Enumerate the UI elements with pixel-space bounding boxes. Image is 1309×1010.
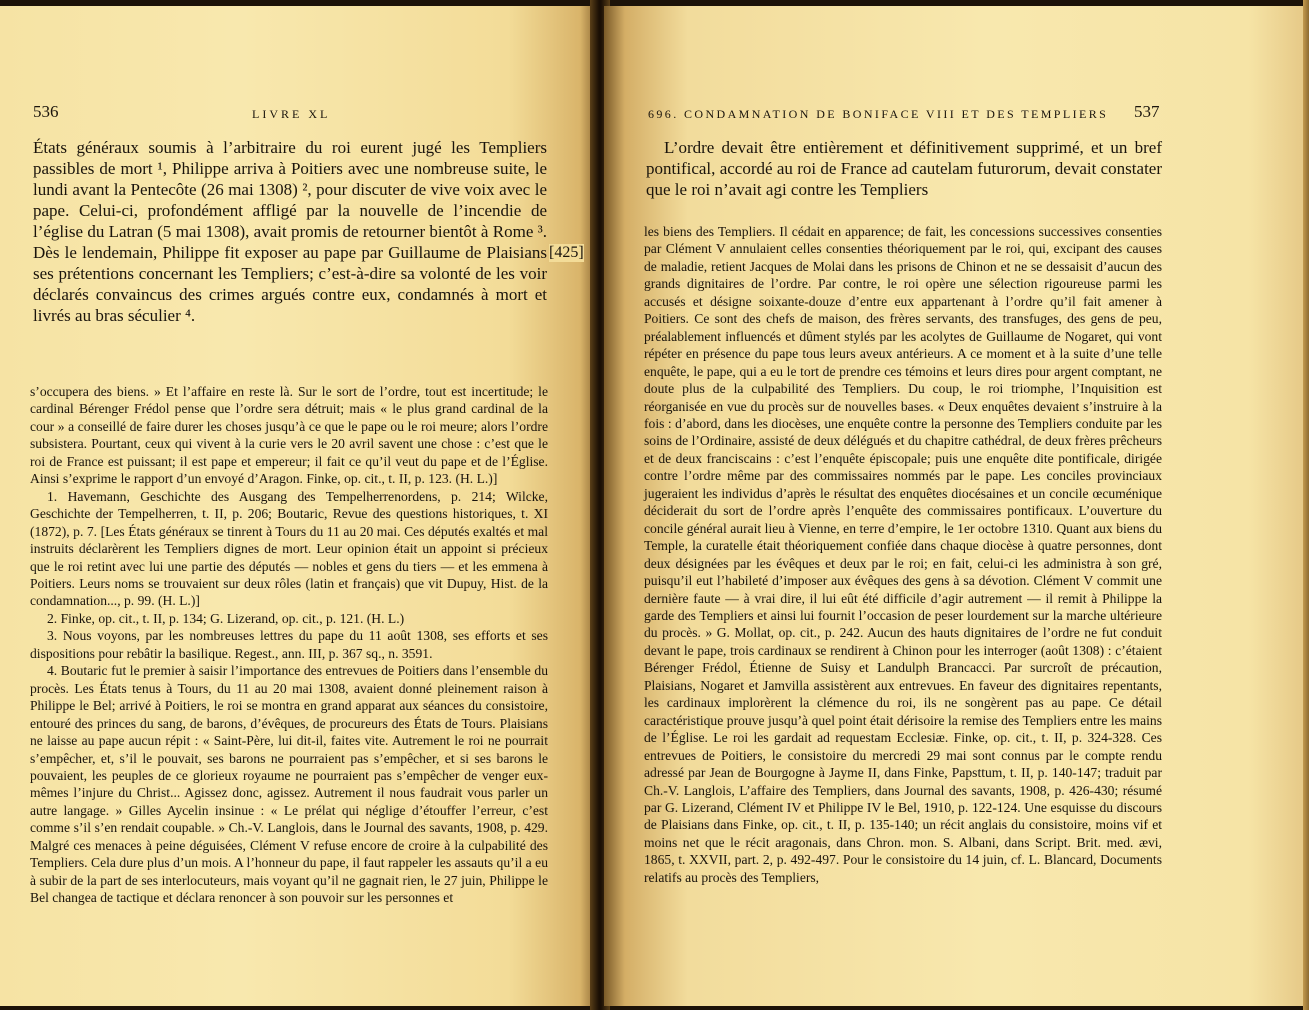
page-edge <box>1303 0 1309 1010</box>
footnote: s’occupera des biens. » Et l’affaire en reste là. Sur le sort de l’ordre, tout est incertitude; le cardinal Bérenger Frédol pense que l’ordre sera détruit; mais « le plus grand cardinal de la cour » a conseillé de faire durer les choses jusqu’à ce que le pape ou le roi meure; alors l’ordre subsistera. Pourtant, ceux qui vivent à la curie vers le 20 avril savent une chose : c’est que le roi de France est puissant; il est pape et empereur; il fait ce qu’il veut du pape et de l’Église. Ainsi s’exprime le rapport d’un envoyé d’Aragon. Finke, op. cit., t. II, p. 123. (H. L.)] <box>30 384 548 487</box>
right-page <box>604 6 1304 1006</box>
main-text <box>646 137 1162 200</box>
running-title: 696. CONDAMNATION DE BONIFACE VIII ET DES TEMPLIERS <box>648 107 1109 121</box>
main-text <box>33 137 547 326</box>
marginal-page-marker: [425] <box>549 244 584 261</box>
footnotes <box>644 223 1162 886</box>
page-number: 537 <box>1134 102 1160 121</box>
main-paragraph: États généraux soumis à l’arbitraire du roi eurent jugé les Templiers passibles de mort ¹, Philippe arriva à Poitiers avec une nombreuse suite, le lundi avant la Pentecôte (26 mai 1308) ², pour discuter de vive voix avec le pape. Celui-ci, profondément affligé par la nouvelle de l’incendie de l’église du Latran (5 mai 1308), avait promis de retourner bientôt à Rome ³. Dès le lendemain, Philippe fit exposer au pape par Guillaume de Plaisians ses prétentions concernant les Templiers; c’est-à-dire sa volonté de les voir déclarés convaincus des crimes argués contre eux, condamnés à mort et livrés au bras séculier ⁴. <box>33 138 547 325</box>
page-number: 536 <box>33 102 59 121</box>
running-title: LIVRE XL <box>252 107 331 121</box>
main-paragraph: L’ordre devait être entièrement et définitivement supprimé, et un bref pontifical, accordé au roi de France ad cautelam futurorum, devait constater que le roi n’avait agi contre les Templiers <box>646 138 1162 199</box>
footnote: 4. Boutaric fut le premier à saisir l’importance des entrevues de Poitiers dans l’ensemble du procès. Les États tenus à Tours, du 11 au 20 mai 1308, avaient donné pleinement raison à Philippe le Bel; arrivé à Poitiers, le roi se montra en grand apparat aux séances du consistoire, entouré des princes du sang, de barons, d’évêques, de procureurs des États de Tours. Plaisians ne laisse au pape aucun répit : « Saint-Père, lui dit-il, faites vite. Autrement le roi ne pourrait s’empêcher, et, s’il le pouvait, ses barons ne pourraient pas s’empêcher, et si ses barons le pouvaient, les peuples de ce glorieux royaume ne pourraient pas s’empêcher de venger eux-mêmes l’injure du Christ... Agissez donc, agissez. Autrement il nous faudrait vous parler un autre langage. » Gilles Aycelin insinue : « Le prélat qui néglige d’étouffer l’erreur, c’est comme s’il s’en rendait coupable. » Ch.-V. Langlois, dans le Journal des savants, 1908, p. 429. Malgré ces menaces à peine déguisées, Clément V refuse encore de croire à la culpabilité des Templiers. Cela dure plus d’un mois. A l’honneur du pape, il faut rappeler les assauts qu’il a eu à subir de la part de ses interlocuteurs, mais voyant qu’il ne gagnait rien, le 27 juin, Philippe le Bel changea de tactique et déclara renoncer à son pouvoir sur les personnes et <box>30 663 548 906</box>
footnote: 1. Havemann, Geschichte des Ausgang des Tempelherrenordens, p. 214; Wilcke, Geschichte der Tempelherren, t. II, p. 206; Boutaric, Revue des questions historiques, t. XI (1872), p. 7. [Les États généraux se tinrent à Tours du 11 au 20 mai. Ces députés exaltés et mal instruits déclarèrent les Templiers dignes de mort. Leur opinion était un appoint si précieux que le roi retint avec lui une partie des députés — nobles et gens du tiers — et les emmena à Poitiers. Leurs noms se trouvaient sur deux rôles (latin et français) que vit Dupuy, Hist. de la condamnation..., p. 99. (H. L.)] <box>30 488 548 609</box>
footnotes <box>30 383 548 907</box>
footnote: 2. Finke, op. cit., t. II, p. 134; G. Lizerand, op. cit., p. 121. (H. L.) <box>47 610 405 626</box>
footnote: 3. Nous voyons, par les nombreuses lettres du pape du 11 août 1308, ses efforts et ses dispositions pour rebâtir la basilique. Regest., ann. III, p. 367 sq., n. 3591. <box>30 628 548 661</box>
left-page <box>0 6 598 1006</box>
footnote: les biens des Templiers. Il cédait en apparence; de fait, les concessions successives consenties par Clément V annulaient celles consenties théoriquement par le roi, qui, excipant des causes de maladie, retient Jacques de Molai dans les prisons de Chinon et ne se dessaisit d’aucun des grands dignitaires de l’ordre. Par contre, le roi opère une sélection rigoureuse parmi les accusés et désigne soixante-douze d’entre eux appartenant à l’ordre qu’il fait amener à Poitiers. Ce sont des chefs de maison, des frères servants, des transfuges, des gens de peu, préalablement influencés et dûment stylés par les acolytes de Guillaume de Nogaret, qui vont répéter en présence du pape tous leurs aveux antérieurs. A ce moment et à la suite d’une telle enquête, le pape, qui a eu le tort de prendre ces témoins et leurs dires pour argent comptant, ne doute plus de la culpabilité des Templiers. Du coup, le roi triomphe, l’Inquisition est réorganisée en vue du procès sur de nouvelles bases. « Deux enquêtes devaient s’instruire à la fois : d’abord, dans les diocèses, une enquête contre la personne des Templiers conduite par les soins de l’Ordinaire, assisté de deux délégués et du chapitre cathédral, de deux frères prêcheurs et de deux franciscains : c’est l’enquête épiscopale; puis une enquête dite pontificale, dirigée contre l’ordre même par des commissaires nommés par le pape. Les conciles provinciaux jugeraient les individus d’après le résultat des enquêtes diocésaines et un concile œcuménique déciderait du sort de l’ordre après l’enquête des commissaires pontificaux. L’ouverture du concile général aurait lieu à Vienne, en terre d’empire, le 1er octobre 1310. Quant aux biens du Temple, la curatelle était théoriquement confiée dans chaque diocèse à quatre personnes, dont deux désignées par les évêques et deux par le roi; en fait, celui-ci les administra à son gré, puisqu’il eut l’habileté d’imposer aux évêques des gens à sa dévotion. Clément V commit une dernière faute — à vrai dire, il lui eût été difficile d’agir autrement — il remit à Philippe la garde des Templiers et ainsi lui fournit l’occasion de peser lourdement sur la marche ultérieure du procès. » G. Mollat, op. cit., p. 242. Aucun des hauts dignitaires de l’ordre ne fut conduit devant le pape, trois cardinaux se rendirent à Chinon pour les interroger (août 1308) : c’étaient Bérenger Frédol, Étienne de Suisy et Landulph Brancacci. Par surcroît de précaution, Plaisians, Nogaret et Jamvilla assistèrent aux entrevues. En faveur des dignitaires repentants, les cardinaux implorèrent la clémence du roi, ils ne songèrent pas au pape. Ce détail caractéristique prouve jusqu’à quel point était dérisoire la remise des Templiers entre les mains de l’Église. Le roi les gardait ad requestam Ecclesiæ. Finke, op. cit., t. II, p. 324-328. Ces entrevues de Poitiers, le consistoire du mercredi 29 mai sont connus par le compte rendu adressé par Jean de Bourgogne à Jayme II, dans Finke, Papsttum, t. II, p. 140-147; traduit par Ch.-V. Langlois, L’affaire des Templiers, dans Journal des savants, 1908, p. 426-430; résumé par G. Lizerand, Clément IV et Philippe IV le Bel, 1910, p. 122-124. Une esquisse du discours de Plaisians dans Finke, op. cit., t. II, p. 135-140; un récit anglais du consistoire, moins vif et moins net que le récit aragonais, dans Chron. mon. S. Albani, dans Script. Brit. med. ævi, 1865, t. XXVII, part. 2, p. 492-497. Pour le consistoire du 14 juin, cf. L. Blancard, Documents relatifs au procès des Templiers, <box>644 224 1162 885</box>
